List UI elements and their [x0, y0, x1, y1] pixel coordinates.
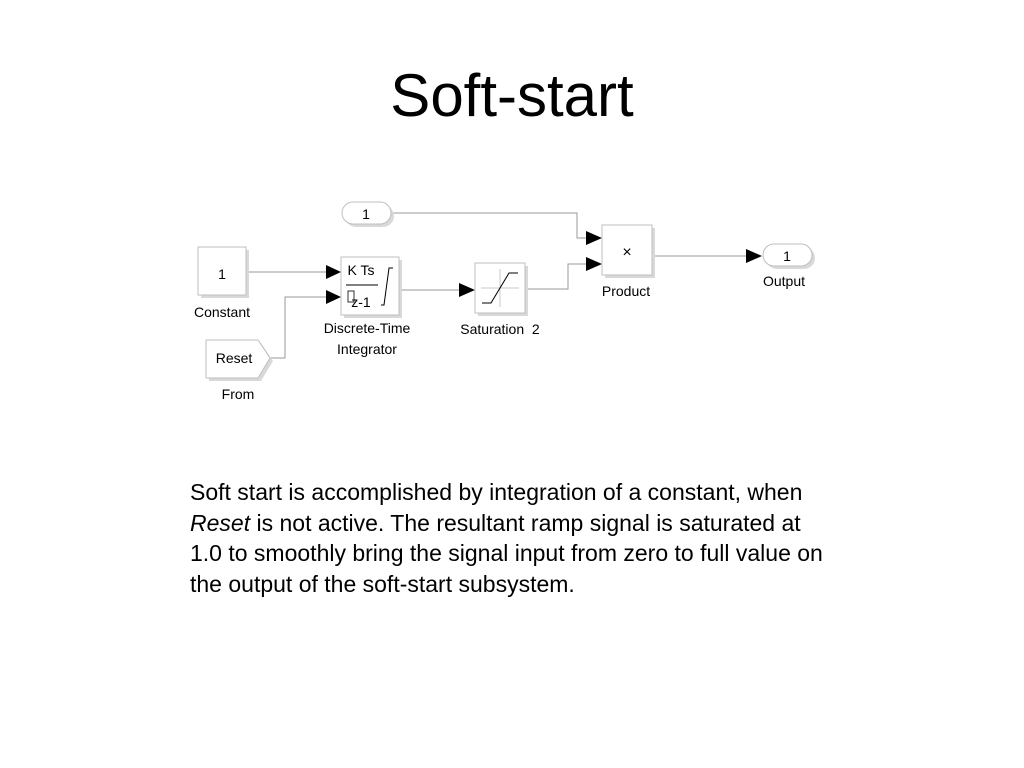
arrowhead	[586, 257, 602, 271]
product-multiply-icon: ×	[622, 244, 632, 261]
caption-emphasis-reset: Reset	[190, 509, 251, 536]
wire-inport-to-product	[392, 213, 586, 238]
integrator-numerator: K Ts	[347, 262, 375, 278]
arrowhead	[459, 283, 475, 297]
from-value: Reset	[215, 350, 253, 366]
product-label: Product	[601, 283, 651, 299]
saturation-label: Saturation 2	[460, 321, 540, 337]
slide-title: Soft-start	[390, 62, 634, 129]
product-block	[602, 225, 655, 299]
outport-block	[763, 244, 815, 289]
integrator-denominator: z-1	[351, 294, 371, 310]
caption-text-part2: is not active. The resultant ramp signal is saturated at 1.0 to smoothly bring the signal input from zero to full value on the output of the soft-start subsystem.	[190, 509, 823, 597]
constant-label: Constant	[193, 304, 251, 320]
arrowhead	[586, 231, 602, 245]
from-label: From	[221, 386, 255, 402]
caption-paragraph	[190, 477, 830, 599]
saturation-block	[460, 263, 540, 337]
inport-value: 1	[362, 206, 370, 222]
caption-text-part1: Soft start is accomplished by integration of a constant, when	[190, 479, 803, 505]
wire-from-to-integrator-reset	[270, 297, 326, 358]
integrator-label-line1: Discrete-Time	[323, 320, 411, 336]
constant-value: 1	[218, 266, 226, 282]
outport-value: 1	[783, 248, 791, 264]
inport-block	[342, 202, 394, 227]
wire-saturation-to-product	[526, 264, 586, 289]
arrowhead	[746, 249, 762, 263]
from-block	[206, 340, 273, 402]
integrator-label-line2: Integrator	[337, 341, 397, 357]
constant-block	[194, 247, 250, 320]
arrowhead	[326, 265, 341, 279]
outport-label: Output	[762, 273, 806, 289]
arrowhead	[326, 290, 341, 304]
